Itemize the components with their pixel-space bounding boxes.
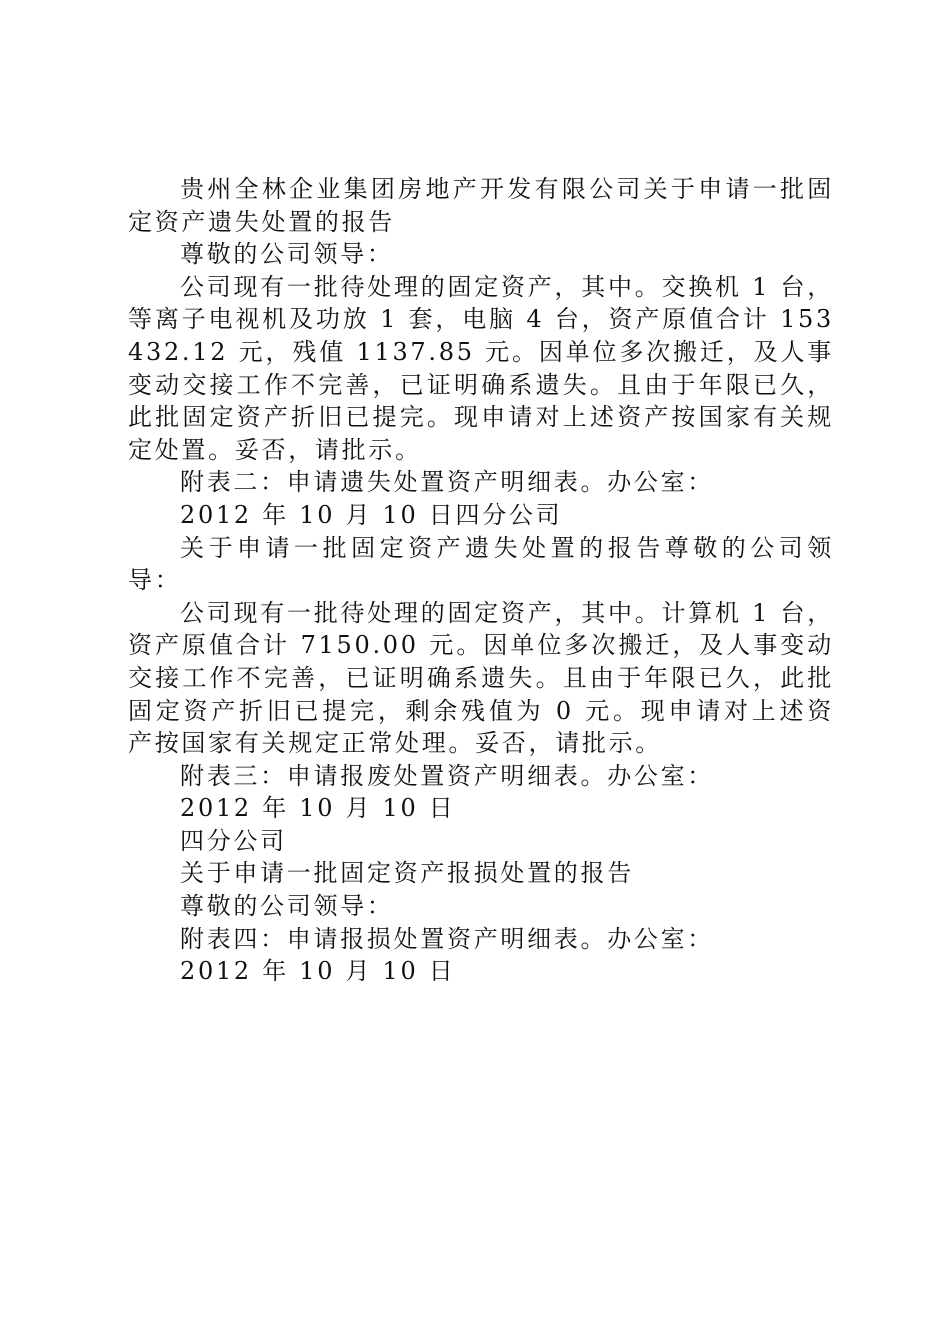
document-body <box>128 173 834 988</box>
attachment-line-2: 附表三：申请报废处置资产明细表。办公室： <box>180 761 714 790</box>
body-paragraph-2: 公司现有一批待处理的固定资产，其中。计算机 1 台，资产原值合计 7150.00 元。因单位多次搬迁，及人事变动交接工作不完善，已证明确系遗失。且由于年限已久，此批固定资产折旧已提完，剩余残值为 0 元。现申请对上述资产按国家有关规定正常处理。妥否，请批示。 <box>128 598 834 758</box>
report-title-2: 关于申请一批固定资产遗失处置的报告尊敬的公司领导： <box>128 533 834 595</box>
salutation-3: 尊敬的公司领导： <box>180 892 394 921</box>
body-paragraph: 公司现有一批待处理的固定资产，其中。交换机 1 台，等离子电视机及功放 1 套，电脑 4 台，资产原值合计 153432.12 元，残值 1137.85 元。因单位多次搬迁，及人事变动交接工作不完善，已证明确系遗失。且由于年限已久，此批固定资产折旧已提完。现申请对上述资产按国家有关规定处置。妥否，请批示。 <box>128 272 834 464</box>
date-line-3: 2012 年 10 月 10 日 <box>180 957 456 986</box>
date-line-2: 2012 年 10 月 10 日 <box>180 794 456 823</box>
salutation: 尊敬的公司领导： <box>180 240 394 269</box>
report-title-3: 关于申请一批固定资产报损处置的报告 <box>180 859 634 888</box>
attachment-line: 附表二：申请遗失处置资产明细表。办公室： <box>180 468 714 497</box>
branch-name: 四分公司 <box>180 826 287 855</box>
attachment-line-3: 附表四：申请报损处置资产明细表。办公室： <box>180 924 714 953</box>
date-line: 2012 年 10 月 10 日四分公司 <box>180 500 563 529</box>
report-title: 贵州全林企业集团房地产开发有限公司关于申请一批固定资产遗失处置的报告 <box>128 175 834 236</box>
